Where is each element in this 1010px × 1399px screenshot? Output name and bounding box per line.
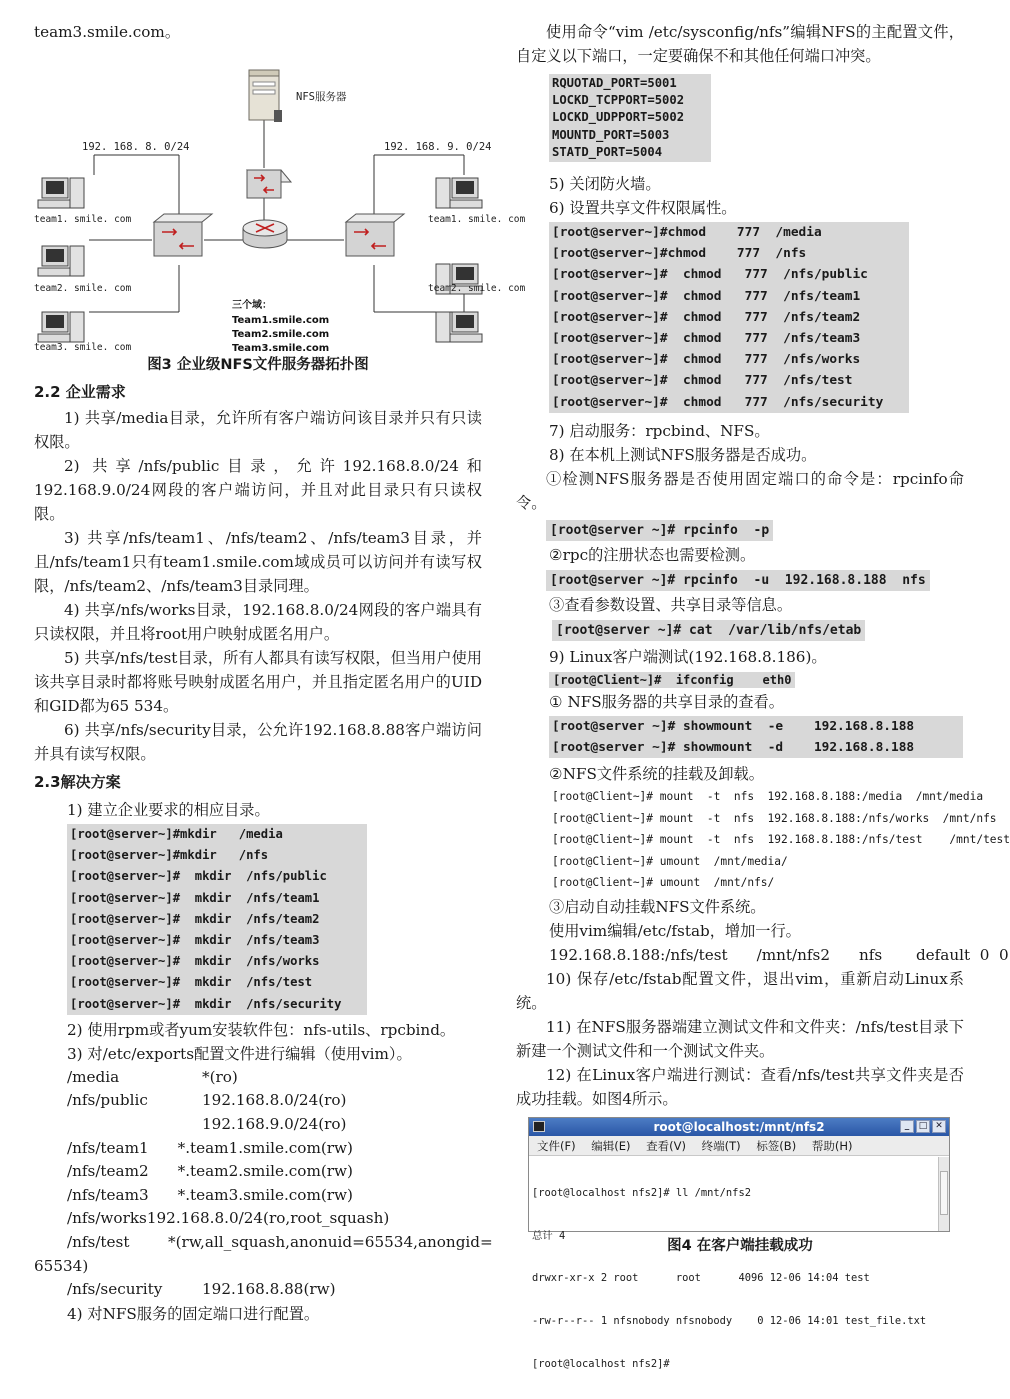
terminal-line: [root@localhost nfs2]# ll /mnt/nfs2 — [532, 1187, 751, 1200]
terminal-titlebar — [529, 1118, 949, 1136]
rpcinfo-u-line — [546, 569, 964, 591]
host-label: team1. smile. com — [34, 214, 132, 225]
code-line: LOCKD_TCPPORT=5002 — [552, 93, 685, 108]
requirement-4: 4) 共享/nfs/works目录，192.168.8.0/24网段的客户端具有只读权限，并且将root用户映射成匿名用户。 — [34, 601, 482, 643]
step-4: 4) 对NFS服务的固定端口进行配置。 — [67, 1304, 320, 1323]
figure3-caption: 图3 企业级NFS文件服务器拓扑图 — [147, 357, 369, 373]
requirement-5: 5) 共享/nfs/test目录，所有人都具有读写权限，但当用户使用该共享目录时都将账号映射成匿名用户，并且指定匿名用户的UID和GID都为65 534。 — [34, 649, 482, 715]
requirement-2: 2) 共享/nfs/public目录，允许192.168.8.0/24和192.168.9.0/24网段的客户端访问，并且对此目录只有只读权限。 — [34, 457, 482, 523]
ports-code-block — [549, 74, 711, 162]
code-line: [root@server ~]# rpcinfo -u 192.168.8.188 nfs — [546, 570, 930, 591]
host-label: team3. smile. com — [34, 342, 132, 353]
domain-label: Team3.smile.com — [232, 343, 330, 354]
chmod-code-block — [549, 222, 909, 413]
maximize-icon[interactable]: □ — [916, 1120, 930, 1133]
computer-icon — [436, 178, 482, 208]
export-path: /nfs/public — [67, 1091, 148, 1110]
code-line: [root@Client~]# mount -t nfs 192.168.8.188:/nfs/works /mnt/nfs — [552, 811, 997, 825]
code-line: [root@server~]#chmod 777 /media — [552, 225, 822, 241]
close-icon[interactable]: ✕ — [932, 1120, 946, 1133]
fstab-line: 192.168.8.188:/nfs/test /mnt/nfs2 nfs default 0 0 — [549, 945, 1009, 964]
code-line: [root@Client~]# umount /mnt/media/ — [552, 854, 788, 868]
export-option: 192.168.8.0/24(ro) — [202, 1091, 347, 1110]
scrollbar-thumb[interactable] — [940, 1171, 948, 1215]
cat-etab-line — [552, 619, 964, 641]
code-line: LOCKD_UDPPORT=5002 — [552, 110, 685, 125]
code-line: [root@server~]# mkdir /nfs/team2 — [70, 911, 320, 926]
step-8: 8) 在本机上测试NFS服务器是否成功。 — [549, 445, 817, 464]
code-line: [root@server~]# mkdir /nfs/team3 — [70, 933, 320, 948]
export-entry: /nfs/test *(rw,all_squash,anonuid=65534,anongid= — [67, 1232, 493, 1251]
right-column — [516, 0, 1010, 1370]
menu-help[interactable]: 帮助(H) — [811, 1138, 853, 1153]
code-line: [root@Client~]# umount /mnt/nfs/ — [552, 876, 775, 890]
code-line: MOUNTD_PORT=5003 — [552, 127, 670, 142]
switch-icon — [247, 170, 291, 198]
step-1: 1) 建立企业要求的相应目录。 — [67, 801, 270, 819]
check-1: ①检测NFS服务器是否使用固定端口的命令是：rpcinfo命令。 — [516, 469, 964, 512]
code-line: STATD_PORT=5004 — [552, 144, 663, 159]
code-line: [root@server~]#mkdir /media — [70, 827, 283, 841]
mount-code-block — [549, 786, 1010, 894]
terminal-icon — [533, 1121, 545, 1132]
computer-icon — [38, 312, 84, 342]
vim-intro: 使用命令“vim /etc/sysconfig/nfs”编辑NFS的主配置文件，自定义以下端口，一定要确保不和其他任何端口冲突。 — [516, 23, 964, 65]
code-line: [root@server~]# chmod 777 /nfs/team2 — [552, 309, 861, 325]
section-2-3-heading: 2.3解决方案 — [34, 773, 121, 791]
export-entry: /nfs/team1 *.team1.smile.com(rw) — [67, 1138, 353, 1157]
step-9: 9) Linux客户端测试(192.168.8.186)。 — [549, 647, 827, 666]
code-line: [root@server ~]# showmount -e 192.168.8.188 — [552, 718, 915, 734]
export-path: /media — [67, 1067, 120, 1086]
export-entry-continued: 65534) — [34, 1256, 89, 1275]
domains-title: 三个域： — [232, 300, 272, 311]
terminal-output[interactable] — [529, 1156, 949, 1399]
switch-icon — [154, 214, 212, 256]
step-7: 7) 启动服务：rpcbind、NFS。 — [549, 421, 770, 440]
export-entry: /nfs/works192.168.8.0/24(ro,root_squash) — [67, 1209, 390, 1228]
code-line: [root@server~]# chmod 777 /nfs/test — [552, 373, 853, 389]
server-label: NFS服务器 — [296, 91, 347, 103]
code-line: [root@Client~]# mount -t nfs 192.168.8.188:/media /mnt/media — [552, 790, 984, 804]
step-3: 3) 对/etc/exports配置文件进行编辑（使用vim）。 — [67, 1044, 412, 1063]
menu-view[interactable]: 查看(V) — [646, 1138, 686, 1153]
left-column — [34, 0, 526, 1326]
check-2: ②rpc的注册状态也需要检测。 — [549, 545, 756, 564]
code-line: [root@server ~]# rpcinfo -p — [546, 520, 773, 541]
client-check-3: ③启动自动挂载NFS文件系统。 — [549, 897, 766, 916]
fstab-intro: 使用vim编辑/etc/fstab，增加一行。 — [549, 921, 801, 940]
code-line: [root@server~]# mkdir /nfs/team1 — [70, 890, 320, 905]
host-label: team1. smile. com — [428, 214, 526, 225]
client-check-1: ① NFS服务器的共享目录的查看。 — [549, 692, 784, 711]
step-6: 6) 设置共享文件权限属性。 — [549, 199, 737, 218]
code-line: [root@server~]# mkdir /nfs/test — [70, 975, 313, 990]
router-icon — [243, 220, 287, 248]
terminal-line: 总计 4 — [532, 1229, 566, 1242]
computer-icon — [38, 246, 84, 276]
export-path: /nfs/security — [67, 1280, 163, 1299]
net-label-right: 192. 168. 9. 0/24 — [384, 141, 492, 153]
code-line: [root@server~]#mkdir /nfs — [70, 848, 269, 863]
figure3-topology — [34, 50, 526, 354]
step-12: 12) 在Linux客户端进行测试：查看/nfs/test共享文件夹是否成功挂载。如图4所示。 — [516, 1065, 964, 1108]
requirement-6: 6) 共享/nfs/security目录，公允许192.168.8.88客户端访问并具有读写权限。 — [34, 721, 482, 763]
host-label: team2. smile. com — [34, 283, 132, 294]
terminal-menubar — [529, 1136, 949, 1156]
export-option: 192.168.9.0/24(ro) — [202, 1115, 347, 1134]
code-line: [root@Client~]# mount -t nfs 192.168.8.188:/nfs/test /mnt/test — [552, 833, 1010, 847]
code-line: [root@Client~]# ifconfig eth0 — [549, 672, 795, 688]
code-line: RQUOTAD_PORT=5001 — [552, 76, 677, 90]
section-2-2-heading: 2.2 企业需求 — [34, 383, 126, 401]
code-line: [root@server~]# chmod 777 /nfs/team3 — [552, 331, 861, 347]
domain-label: Team1.smile.com — [232, 315, 330, 326]
host-label: team2. smile. com — [428, 283, 526, 294]
mkdir-code-block — [67, 824, 367, 1015]
export-entry: /nfs/team3 *.team3.smile.com(rw) — [67, 1185, 353, 1204]
terminal-line: -rw-r--r-- 1 nfsnobody nfsnobody 0 12-06 14:01 test_file.txt — [532, 1314, 927, 1327]
step-5: 5) 关闭防火墙。 — [549, 175, 661, 194]
code-line: [root@server~]# mkdir /nfs/works — [70, 954, 320, 969]
exports-config — [34, 1066, 493, 1302]
showmount-code-block — [549, 716, 963, 758]
export-entry: /nfs/team2 *.team2.smile.com(rw) — [67, 1162, 353, 1181]
code-line: [root@server~]# chmod 777 /nfs/public — [552, 267, 868, 283]
computer-icon — [436, 312, 482, 342]
switch-icon — [346, 214, 404, 256]
step-10: 10) 保存/etc/fstab配置文件，退出vim，重新启动Linux系统。 — [516, 969, 964, 1012]
figure4-caption: 图4 在客户端挂载成功 — [667, 1237, 813, 1254]
terminal-title: root@localhost:/mnt/nfs2 — [653, 1119, 825, 1134]
export-option: *(ro) — [202, 1067, 238, 1086]
export-option: 192.168.8.88(rw) — [202, 1280, 336, 1299]
code-line: [root@server~]# chmod 777 /nfs/security — [552, 394, 884, 410]
step-2: 2) 使用rpm或者yum安装软件包：nfs-utils、rpcbind。 — [67, 1020, 456, 1039]
domain-label: Team2.smile.com — [232, 329, 330, 340]
minimize-icon[interactable]: _ — [900, 1120, 914, 1133]
ifconfig-line — [549, 669, 964, 688]
intro-line: team3.smile.com。 — [34, 23, 181, 41]
terminal-line: drwxr-xr-x 2 root root 4096 12-06 14:04 test — [532, 1272, 870, 1285]
computer-icon — [38, 178, 84, 208]
terminal-scrollbar[interactable] — [938, 1157, 949, 1231]
code-line: [root@server~]# chmod 777 /nfs/team1 — [552, 288, 861, 304]
check-3: ③查看参数设置、共享目录等信息。 — [549, 595, 792, 614]
server-icon — [249, 70, 282, 122]
menu-file[interactable]: 文件(F) — [537, 1138, 576, 1153]
menu-terminal[interactable]: 终端(T) — [701, 1138, 741, 1153]
code-line: [root@server~]# chmod 777 /nfs/works — [552, 352, 861, 368]
step-11: 11) 在NFS服务器端建立测试文件和文件夹：/nfs/test目录下新建一个测试文件和一个测试文件夹。 — [516, 1017, 964, 1060]
code-line: [root@server~]#chmod 777 /nfs — [552, 246, 807, 262]
menu-tabs[interactable]: 标签(B) — [756, 1138, 797, 1153]
client-check-2: ②NFS文件系统的挂载及卸载。 — [549, 765, 764, 784]
code-line: [root@server~]# mkdir /nfs/public — [70, 869, 327, 884]
code-line: [root@server ~]# cat /var/lib/nfs/etab — [552, 620, 865, 641]
net-label-left: 192. 168. 8. 0/24 — [82, 141, 190, 153]
requirement-3: 3) 共享/nfs/team1、/nfs/team2、/nfs/team3目录，并且/nfs/team1只有team1.smile.com域成员可以访问并有读写权限，/nfs/team2、/nfs/team3目录同理。 — [34, 529, 482, 595]
topology-diagram — [34, 50, 526, 354]
menu-edit[interactable]: 编辑(E) — [591, 1138, 631, 1153]
code-line: [root@server ~]# showmount -d 192.168.8.188 — [552, 740, 915, 756]
rpcinfo-p-line — [546, 519, 964, 541]
requirement-1: 1) 共享/media目录，允许所有客户端访问该目录并只有只读权限。 — [34, 409, 482, 451]
terminal-line: [root@localhost nfs2]# — [532, 1357, 676, 1370]
code-line: [root@server~]# mkdir /nfs/security — [70, 996, 342, 1011]
